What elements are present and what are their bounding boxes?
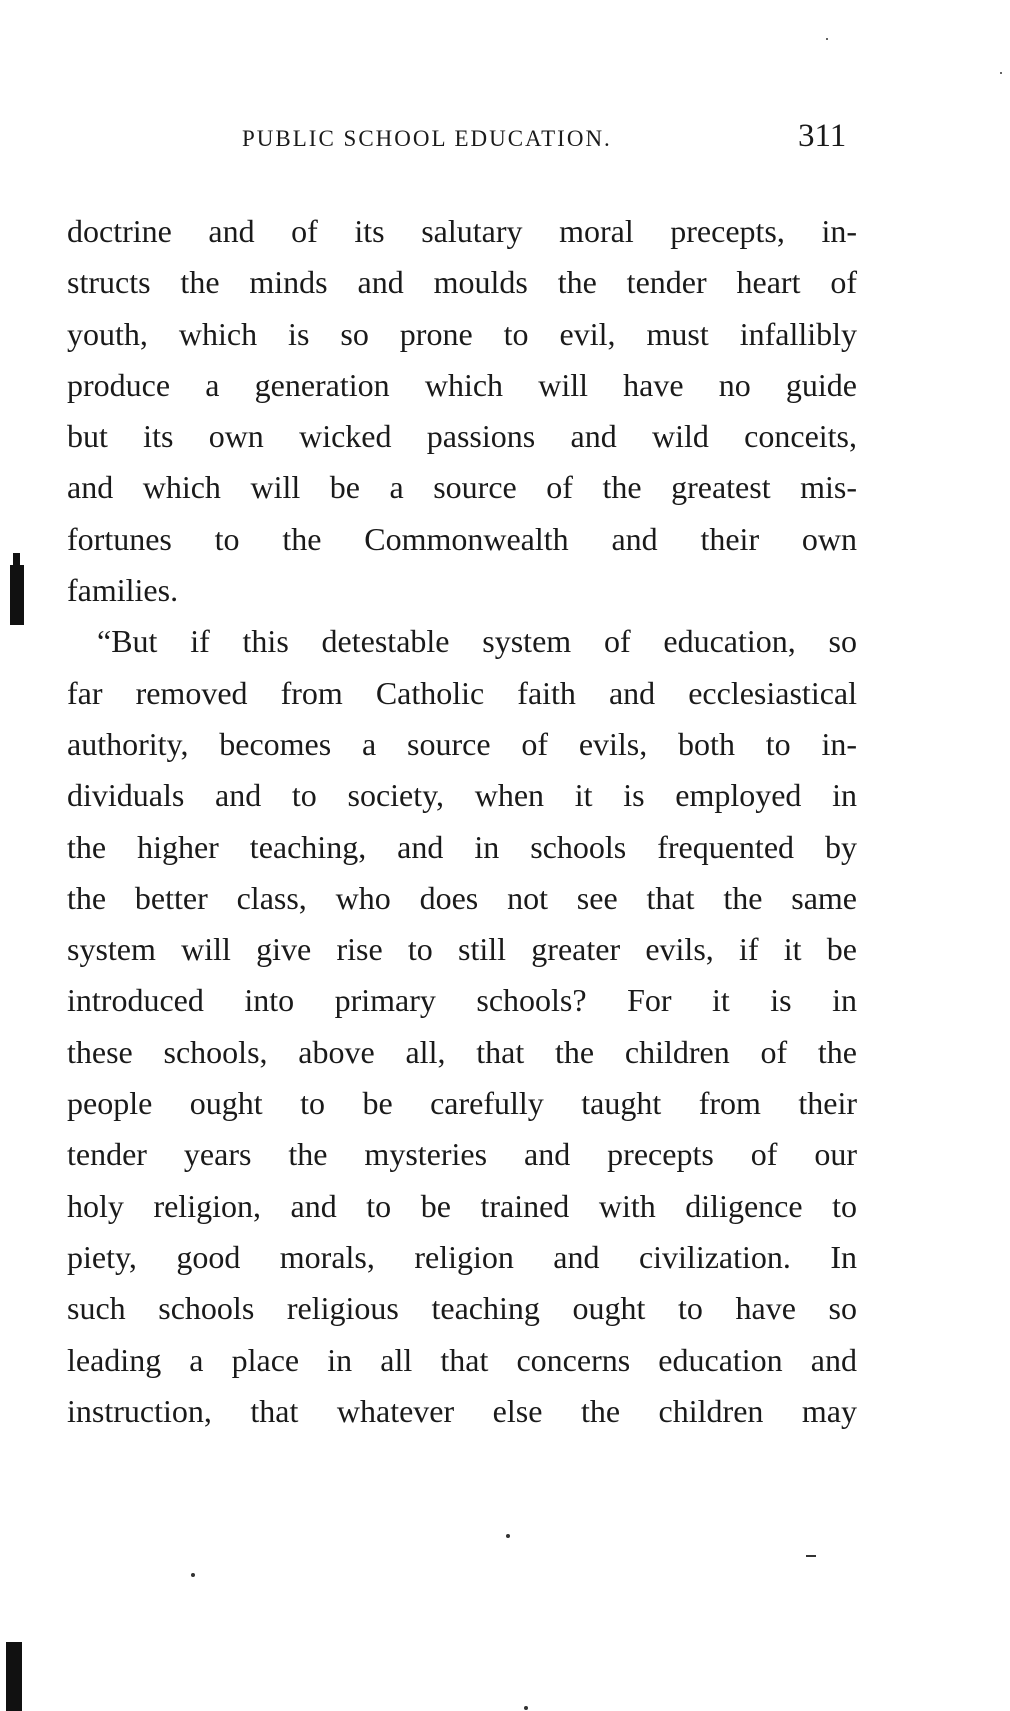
text-line: far removed from Catholic faith and ecclesiastical [67, 674, 857, 711]
text-line: doctrine and of its salutary moral precepts, in- [67, 213, 857, 249]
text-line: the better class, who does not see that the same [67, 879, 857, 916]
scan-speck [524, 1706, 528, 1710]
text-line: authority, becomes a source of evils, both to in- [67, 725, 857, 762]
text-line: leading a place in all that concerns education and [67, 1341, 857, 1378]
scan-speck [806, 1555, 816, 1557]
text-line: holy religion, and to be trained with diligence to [67, 1187, 857, 1224]
scan-speck [506, 1534, 510, 1538]
text-line: system will give rise to still greater evils, if it be [67, 931, 857, 968]
body-text [67, 206, 857, 1437]
text-line: the higher teaching, and in schools frequented by [67, 828, 857, 865]
binding-mark-upper-tick [13, 553, 20, 567]
scan-speck [826, 38, 828, 40]
page-number: 311 [798, 118, 847, 154]
text-line: dividuals and to society, when it is employed in [67, 777, 857, 814]
scan-speck [1000, 72, 1002, 74]
text-line: piety, good morals, religion and civilization. In [67, 1238, 857, 1275]
text-line: structs the minds and moulds the tender heart of [67, 264, 857, 301]
text-line: these schools, above all, that the children of the [67, 1033, 857, 1070]
text-line: “But if this detestable system of education, so [97, 623, 857, 660]
running-title: PUBLIC SCHOOL EDUCATION. [242, 126, 612, 151]
text-line: but its own wicked passions and wild conceits, [67, 418, 857, 455]
binding-mark-lower [6, 1642, 22, 1711]
text-line: and which will be a source of the greatest mis- [67, 469, 857, 506]
text-line: youth, which is so prone to evil, must infallibly [67, 315, 857, 352]
text-line: such schools religious teaching ought to have so [67, 1290, 857, 1327]
text-line: instruction, that whatever else the children may [67, 1392, 857, 1429]
text-line: tender years the mysteries and precepts of our [67, 1136, 857, 1173]
scan-speck [191, 1573, 195, 1577]
text-line: people ought to be carefully taught from their [67, 1085, 857, 1122]
text-line: families. [67, 572, 179, 609]
text-line: fortunes to the Commonwealth and their own [67, 520, 857, 557]
binding-mark-upper [10, 565, 24, 625]
running-header [0, 118, 1010, 158]
text-line: introduced into primary schools? For it is in [67, 982, 857, 1019]
text-line: produce a generation which will have no guide [67, 366, 857, 403]
